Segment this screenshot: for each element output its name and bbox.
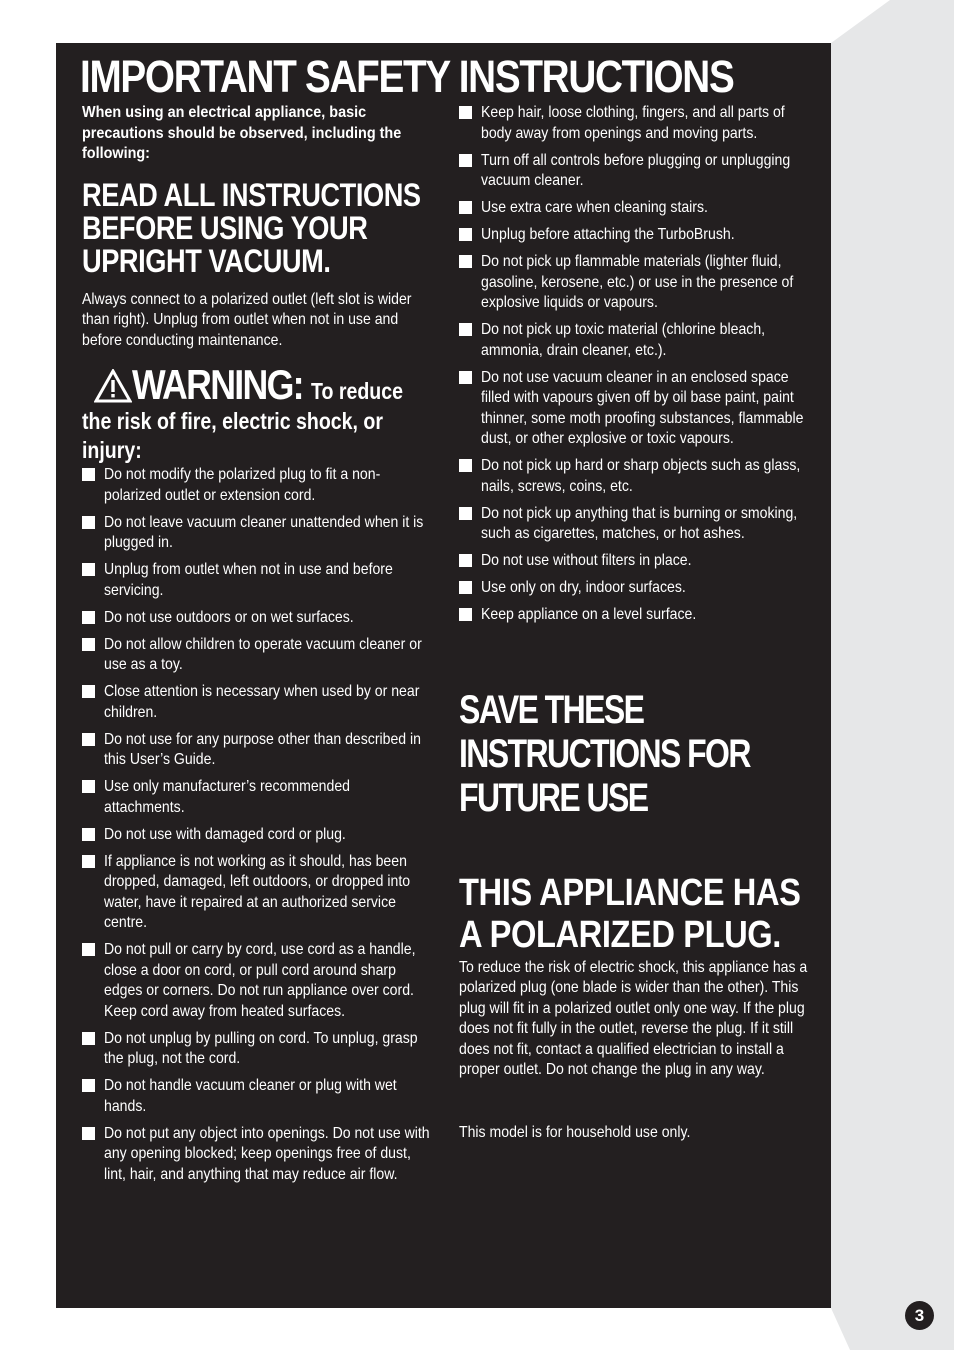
bullet-item	[82, 682, 432, 723]
bullet-item	[459, 504, 811, 545]
square-bullet-icon	[82, 1127, 95, 1140]
bullet-text: Do not allow children to operate vacuum cleaner or use as a toy.	[104, 635, 422, 673]
square-bullet-icon	[82, 563, 95, 576]
warning-word: WARNING:	[132, 361, 303, 408]
bullet-text: Do not pick up anything that is burning or smoking, such as cigarettes, matches, or hot ashes.	[481, 504, 798, 542]
bullet-text: Do not handle vacuum cleaner or plug with wet hands.	[104, 1077, 397, 1115]
square-bullet-icon	[459, 554, 472, 567]
bullet-text: Do not use outdoors or on wet surfaces.	[104, 608, 354, 626]
bullet-item	[82, 608, 432, 629]
polarized-outlet-note: Always connect to a polarized outlet (left slot is wider than right). Unplug from outlet when not in use and before conducting maintenance.	[82, 290, 412, 349]
right-bullet-list	[459, 103, 811, 626]
page-title: IMPORTANT SAFETY INSTRUCTIONS	[80, 51, 734, 102]
square-bullet-icon	[459, 371, 472, 384]
bullet-item	[82, 513, 432, 554]
bullet-item	[459, 578, 811, 599]
warning-block	[82, 363, 432, 465]
square-bullet-icon	[459, 608, 472, 621]
warning-triangle-icon	[94, 369, 132, 403]
left-bullet-list	[82, 465, 432, 1185]
bullet-text: Do not modify the polarized plug to fit a non-polarized outlet or extension cord.	[104, 466, 381, 504]
bullet-item	[459, 151, 811, 192]
bullet-text: Do not leave vacuum cleaner unattended when it is plugged in.	[104, 513, 424, 551]
bullet-item	[82, 777, 432, 818]
square-bullet-icon	[459, 154, 472, 167]
bullet-item	[82, 852, 432, 934]
right-column	[459, 103, 811, 1143]
square-bullet-icon	[82, 468, 95, 481]
bullet-text: Turn off all controls before plugging or unplugging vacuum cleaner.	[481, 151, 791, 189]
square-bullet-icon	[82, 828, 95, 841]
bullet-text: Keep hair, loose clothing, fingers, and all parts of body away from openings and moving parts.	[481, 104, 785, 142]
bullet-item	[82, 940, 432, 1022]
square-bullet-icon	[459, 459, 472, 472]
bullet-text: Do not pull or carry by cord, use cord as a handle, close a door on cord, or pull cord around sharp edges or corners. Do not run appliance over cord. Keep cord away from heated surfaces.	[104, 941, 416, 1020]
square-bullet-icon	[82, 1032, 95, 1045]
polarized-plug-text: To reduce the risk of electric shock, this appliance has a polarized plug (one blade is wider than the other). This plug will fit in a polarized outlet only one way. If the plug does not fit fully in the outlet, reverse the plug. If it still does not fit, contact a qualified electrician to install a proper outlet. Do not change the plug in any way.	[459, 958, 808, 1078]
square-bullet-icon	[82, 855, 95, 868]
square-bullet-icon	[459, 228, 472, 241]
bullet-item	[459, 252, 811, 314]
safety-panel	[56, 43, 831, 1308]
page-number-badge: 3	[905, 1301, 934, 1330]
square-bullet-icon	[82, 516, 95, 529]
bullet-item	[82, 1076, 432, 1117]
square-bullet-icon	[459, 201, 472, 214]
bullet-text: If appliance is not working as it should, has been dropped, damaged, left outdoors, or dropped into water, have it repaired at an authorized service centre.	[104, 852, 411, 931]
square-bullet-icon	[82, 733, 95, 746]
bullet-item	[82, 1029, 432, 1070]
square-bullet-icon	[459, 106, 472, 119]
square-bullet-icon	[82, 611, 95, 624]
household-use-note: This model is for household use only.	[459, 1123, 691, 1141]
bullet-text: Unplug from outlet when not in use and before servicing.	[104, 561, 393, 599]
bullet-item	[459, 551, 811, 572]
bullet-item	[82, 825, 432, 846]
bullet-text: Use only manufacturer’s recommended attachments.	[104, 778, 351, 816]
bullet-text: Do not use without filters in place.	[481, 552, 692, 569]
warning-tail: To reduce	[310, 378, 403, 404]
bullet-text: Do not use for any purpose other than described in this User’s Guide.	[104, 730, 422, 768]
square-bullet-icon	[459, 507, 472, 520]
intro-text: When using an electrical appliance, basic precautions should be observed, including the following:	[82, 104, 402, 162]
square-bullet-icon	[82, 780, 95, 793]
read-instructions-heading: READ ALL INSTRUCTIONS BEFORE USING YOUR UPRIGHT VACUUM.	[82, 176, 421, 279]
square-bullet-icon	[82, 685, 95, 698]
bullet-text: Unplug before attaching the TurboBrush.	[481, 226, 735, 243]
bullet-item	[459, 225, 811, 246]
bullet-item	[82, 635, 432, 676]
square-bullet-icon	[459, 581, 472, 594]
warning-subtext: the risk of fire, electric shock, or injury:	[82, 408, 383, 463]
polarized-plug-heading: THIS APPLIANCE HAS A POLARIZED PLUG.	[459, 871, 801, 956]
bullet-text: Do not use vacuum cleaner in an enclosed space filled with vapours given off by oil base paint, paint thinner, some moth proofing substances, flammable dust, or other explosive or toxic vapours.	[481, 368, 804, 447]
bullet-text: Do not pick up hard or sharp objects such as glass, nails, screws, coins, etc.	[481, 457, 801, 495]
bullet-item	[459, 198, 811, 219]
bullet-item	[459, 456, 811, 497]
bullet-text: Do not put any object into openings. Do not use with any opening blocked; keep openings free of dust, lint, hair, and anything that may reduce air flow.	[104, 1124, 430, 1183]
bullet-text: Do not use with damaged cord or plug.	[104, 825, 346, 843]
square-bullet-icon	[459, 323, 472, 336]
bullet-item	[82, 465, 432, 506]
bullet-item	[82, 1124, 432, 1186]
bullet-item	[459, 368, 811, 450]
square-bullet-icon	[82, 1079, 95, 1092]
bullet-text: Close attention is necessary when used by or near children.	[104, 683, 420, 721]
square-bullet-icon	[82, 943, 95, 956]
bullet-item	[82, 730, 432, 771]
bullet-item	[459, 320, 811, 361]
square-bullet-icon	[459, 255, 472, 268]
bullet-text: Do not pick up flammable materials (lighter fluid, gasoline, kerosene, etc.) or use in the presence of explosive liquids or vapours.	[481, 253, 794, 311]
save-instructions-heading: SAVE THESE INSTRUCTIONS FOR FUTURE USE	[459, 687, 750, 820]
bullet-text: Use extra care when cleaning stairs.	[481, 199, 708, 216]
left-column	[82, 103, 432, 1192]
bullet-text: Use only on dry, indoor surfaces.	[481, 579, 686, 596]
bullet-item	[459, 605, 811, 626]
bullet-text: Keep appliance on a level surface.	[481, 606, 697, 623]
bullet-text: Do not pick up toxic material (chlorine bleach, ammonia, drain cleaner, etc.).	[481, 321, 766, 359]
bullet-item	[82, 560, 432, 601]
square-bullet-icon	[82, 638, 95, 651]
bullet-text: Do not unplug by pulling on cord. To unplug, grasp the plug, not the cord.	[104, 1029, 418, 1067]
bullet-item	[459, 103, 811, 144]
